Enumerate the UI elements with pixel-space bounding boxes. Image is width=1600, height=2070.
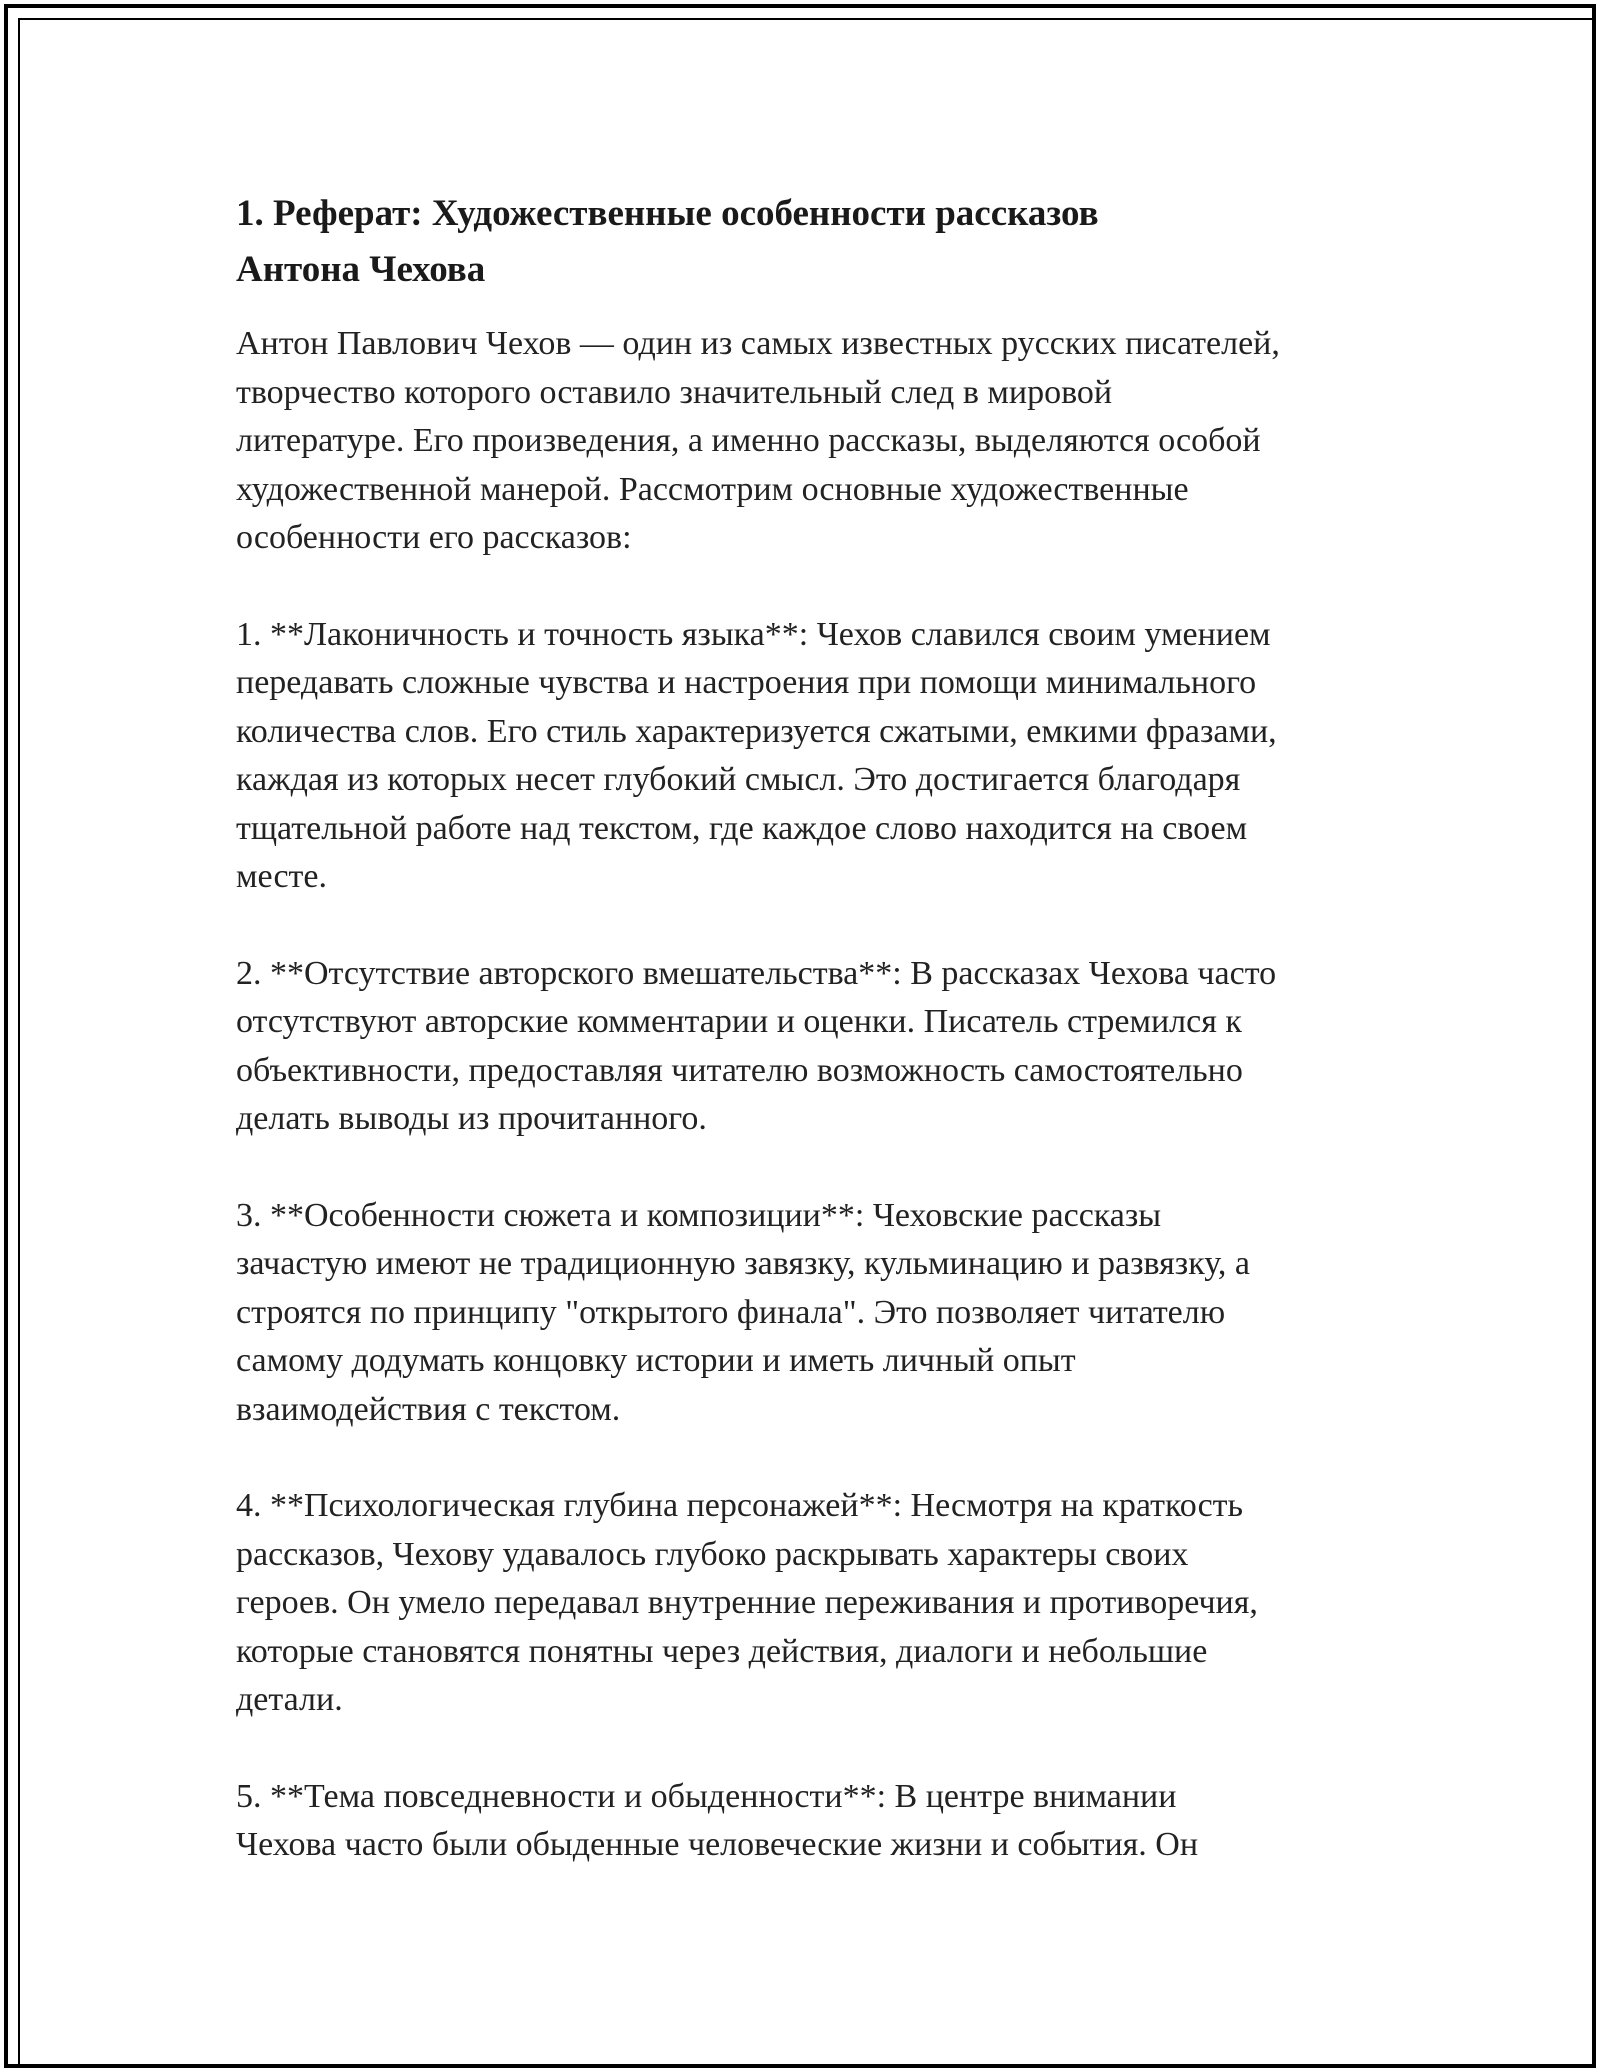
list-item-1-paragraph: 1. **Лаконичность и точность языка**: Чехов славился своим умением передавать сложные чувства и настроения при помощи минимального количества слов. Его стиль характеризуется сжатыми, емкими фразами, каждая из которых несет глубокий смысл. Это достигается благодаря тщательной работе над текстом, где каждое слово находится на своем месте. xyxy=(236,615,1277,895)
document-title: 1. Реферат: Художественные особенности рассказов Антона Чехова xyxy=(236,193,1099,290)
list-item-3-paragraph: 3. **Особенности сюжета и композиции**: Чеховские рассказы зачастую имеют не традиционную завязку, кульминацию и развязку, а строятся по принципу "открытого финала". Это позволяет читателю самому додумать концовку истории и иметь личный опыт взаимодействия с текстом. xyxy=(236,1196,1250,1428)
intro-paragraph: Антон Павлович Чехов — один из самых известных русских писателей, творчество которого оставило значительный след в мировой литературе. Его произведения, а именно рассказы, выделяются особой художественной манерой. Рассмотрим основные художественные особенности его рассказов: xyxy=(236,325,1280,556)
document-body xyxy=(236,186,1386,1918)
list-item-4-paragraph: 4. **Психологическая глубина персонажей**: Несмотря на краткость рассказов, Чехову удавалось глубоко раскрывать характеры своих героев. Он умело передавал внутренние переживания и противоречия, которые становятся понятны через действия, диалоги и небольшие детали. xyxy=(236,1487,1258,1718)
list-item-5-paragraph: 5. **Тема повседневности и обыденности**: В центре внимании Чехова часто были обыденные человеческие жизни и события. Он xyxy=(236,1777,1199,1863)
list-item-2-paragraph: 2. **Отсутствие авторского вмешательства**: В рассказах Чехова часто отсутствуют авторские комментарии и оценки. Писатель стремился к объективности, предоставляя читателю возможность самостоятельно делать выводы из прочитанного. xyxy=(236,954,1277,1137)
